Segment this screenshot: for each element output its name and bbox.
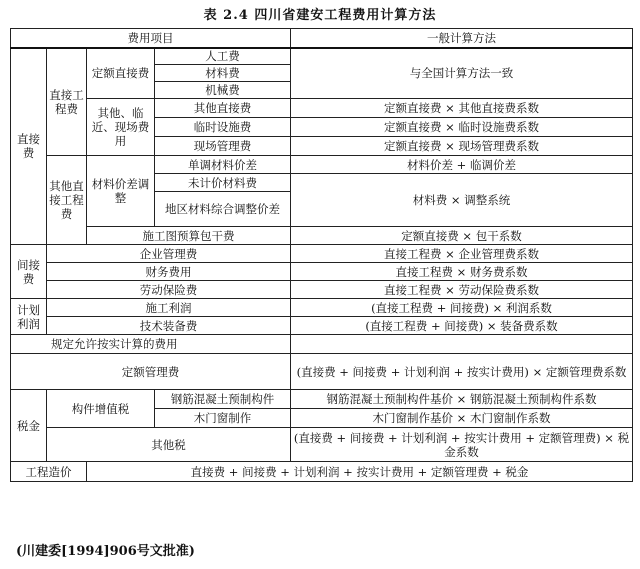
method-dantiao: 材料价差 + 临调价差 xyxy=(291,156,633,174)
item-rengongfei: 人工费 xyxy=(155,48,291,65)
item-weijijia: 未计价材料费 xyxy=(155,174,291,192)
item-qiye: 企业管理费 xyxy=(47,245,291,263)
cat-zhijiefei: 直接费 xyxy=(11,48,47,245)
method-caiwu: 直接工程费 × 财务费系数 xyxy=(291,263,633,281)
method-mumen: 木门窗制作基价 × 木门窗制作系数 xyxy=(291,409,633,428)
method-diqu: 材料费 × 调整系统 xyxy=(291,174,633,227)
item-baogan: 施工图预算包干费 xyxy=(87,227,291,245)
item-gangjin: 钢筋混凝土预制构件 xyxy=(155,390,291,409)
item-cailiaofei: 材料费 xyxy=(155,65,291,82)
cat-jihua-lirun: 计划利润 xyxy=(11,299,47,335)
method-qiye: 直接工程费 × 企业管理费系数 xyxy=(291,245,633,263)
item-caiwu: 财务费用 xyxy=(47,263,291,281)
table-title: 表 2.4 四川省建安工程费用计算方法 xyxy=(203,8,437,23)
cat-qita-zhijie-gongchengfei: 其他直接工程费 xyxy=(47,156,87,245)
item-diqu: 地区材料综合调整价差 xyxy=(155,192,291,227)
method-baogan: 定额直接费 × 包干系数 xyxy=(291,227,633,245)
footnote: (川建委[1994]906号文批准) xyxy=(16,544,195,559)
method-qita-zhijiefei: 定额直接费 × 其他直接费系数 xyxy=(291,99,633,118)
cat-cailiao-jiacha: 材料价差调整 xyxy=(87,156,155,227)
item-laodong: 劳动保险费 xyxy=(47,281,291,299)
item-mumen: 木门窗制作 xyxy=(155,409,291,428)
method-lirun: (直接工程费 + 间接费) × 利润系数 xyxy=(291,299,633,317)
method-laodong: 直接工程费 × 劳动保险费系数 xyxy=(291,281,633,299)
cat-goujian: 构件增值税 xyxy=(47,390,155,428)
item-xianchang: 现场管理费 xyxy=(155,137,291,156)
cat-dinge-zhijiefei: 定额直接费 xyxy=(87,48,155,99)
cat-shuijin: 税金 xyxy=(11,390,47,462)
item-guiding: 规定允许按实计算的费用 xyxy=(11,335,291,354)
cost-method-table xyxy=(10,28,633,482)
item-lirun: 施工利润 xyxy=(47,299,291,317)
method-jishu: (直接工程费 + 间接费) × 装备费系数 xyxy=(291,317,633,335)
cat-zhijiegongchengfei: 直接工程费 xyxy=(47,48,87,156)
header-items: 费用项目 xyxy=(11,29,291,48)
item-linshi: 临时设施费 xyxy=(155,118,291,137)
item-qita-shui: 其他税 xyxy=(47,428,291,462)
cat-jianjiefei: 间接费 xyxy=(11,245,47,299)
item-dantiao: 单调材料价差 xyxy=(155,156,291,174)
method-xianchang: 定额直接费 × 现场管理费系数 xyxy=(291,137,633,156)
item-dinge-guanli: 定额管理费 xyxy=(11,354,291,390)
method-national: 与全国计算方法一致 xyxy=(291,48,633,99)
method-gangjin: 钢筋混凝土预制构件基价 × 钢筋混凝土预制构件系数 xyxy=(291,390,633,409)
item-jixiefei: 机械费 xyxy=(155,82,291,99)
cat-qita-linjin: 其他、临近、现场费用 xyxy=(87,99,155,156)
item-zaojia: 工程造价 xyxy=(11,462,87,482)
item-qita-zhijiefei: 其他直接费 xyxy=(155,99,291,118)
item-jishu: 技术装备费 xyxy=(47,317,291,335)
method-linshi: 定额直接费 × 临时设施费系数 xyxy=(291,118,633,137)
method-zaojia: 直接费 + 间接费 + 计划利润 + 按实计费用 + 定额管理费 + 税金 xyxy=(87,462,633,482)
header-method: 一般计算方法 xyxy=(291,29,633,48)
method-dinge-guanli: (直接费 + 间接费 + 计划利润 + 按实计费用) × 定额管理费系数 xyxy=(291,354,633,390)
method-qita-shui: (直接费 + 间接费 + 计划利润 + 按实计费用 + 定额管理费) × 税金系数 xyxy=(291,428,633,462)
method-guiding xyxy=(291,335,633,354)
